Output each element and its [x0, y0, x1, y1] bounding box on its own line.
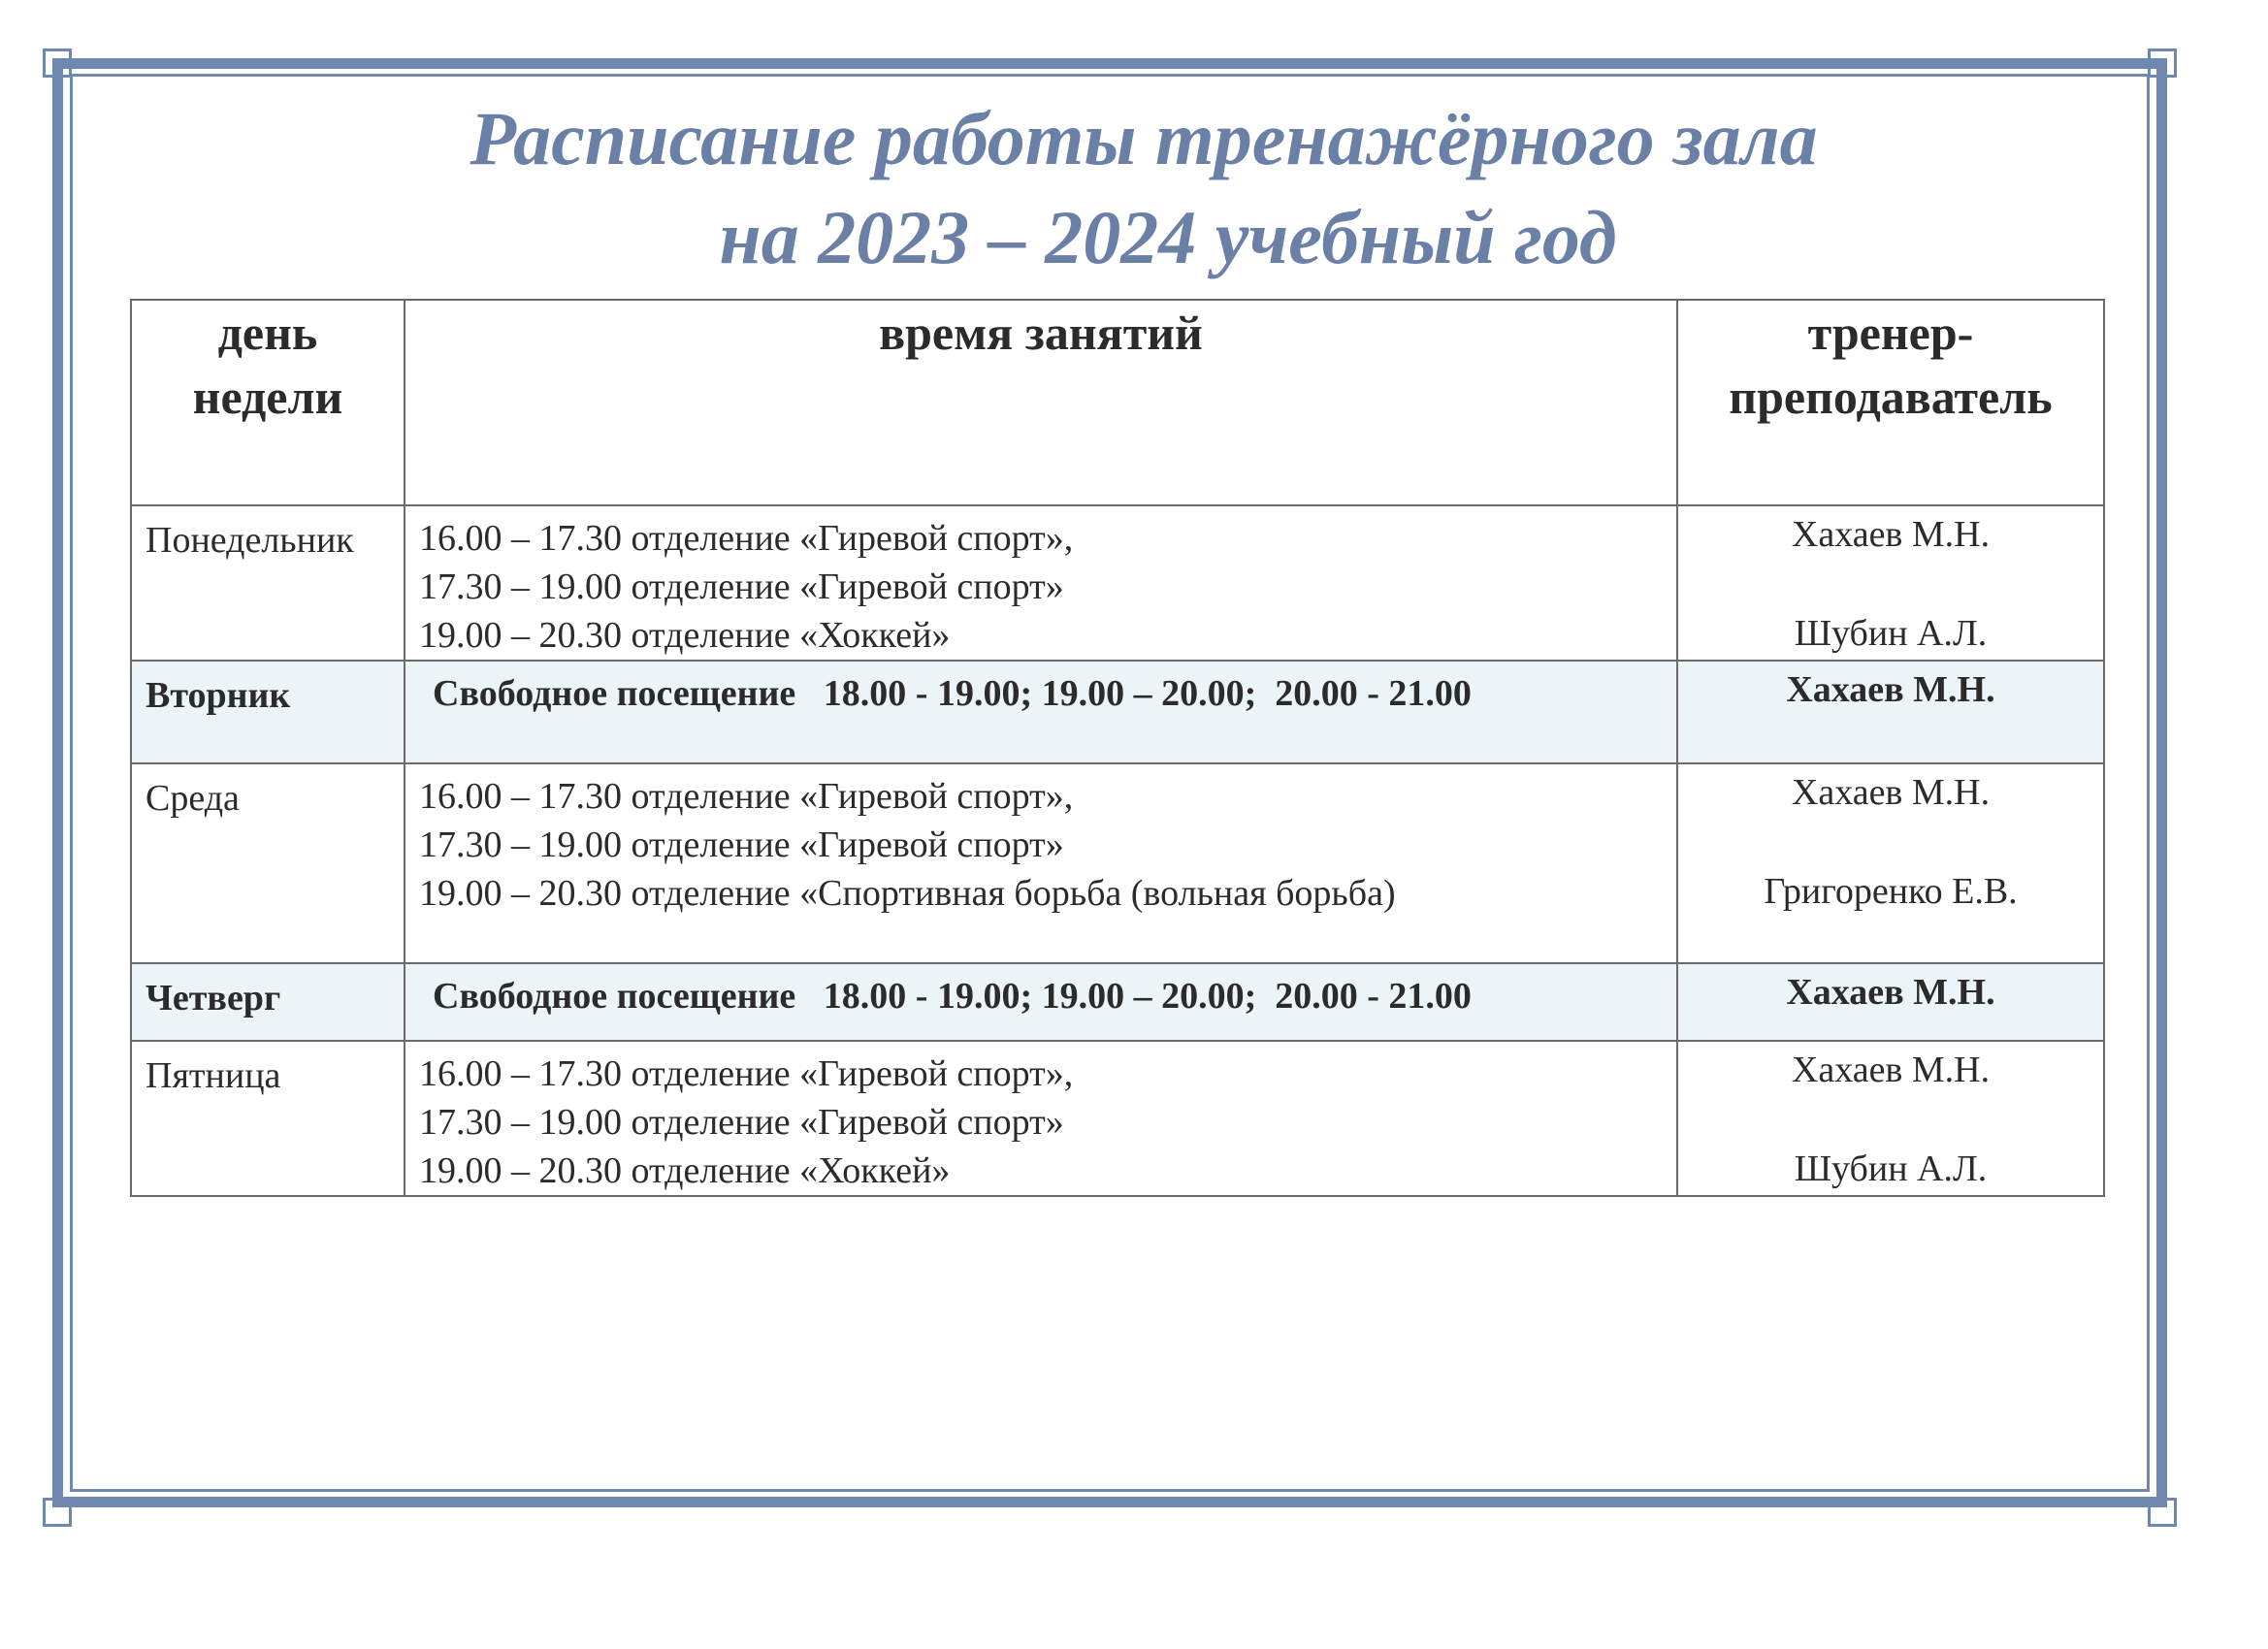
- table-row-monday: [131, 505, 2104, 661]
- header-day-line-1: день: [217, 306, 318, 360]
- coach-cell: [1677, 1041, 2104, 1196]
- table-row-tuesday: [131, 661, 2104, 763]
- header-coach: [1677, 300, 2104, 505]
- schedule-table: [130, 299, 2105, 1197]
- frame-corner-bottom-left: [43, 1498, 72, 1527]
- title-line-2: на 2023 – 2024 учебный год: [719, 195, 1617, 279]
- coach-name: Хахаев М.Н.: [1791, 514, 1991, 555]
- coach-name: Шубин А.Л.: [1794, 613, 1988, 654]
- header-day: [131, 300, 405, 505]
- header-time: время занятий: [405, 300, 1677, 505]
- day-cell: Четверг: [131, 963, 405, 1041]
- frame-corner-top-left: [43, 48, 72, 78]
- frame-corner-top-right: [2148, 48, 2177, 78]
- coach-name: Шубин А.Л.: [1794, 1148, 1988, 1189]
- day-cell: Вторник: [131, 661, 405, 763]
- spacer: [1678, 817, 2103, 867]
- spacer: [1678, 1094, 2103, 1145]
- time-slot: 19.00 – 20.30 отделение «Хоккей»: [419, 615, 951, 656]
- free-visit-cell: Свободное посещение 18.00 - 19.00; 19.00 – 20.00; 20.00 - 21.00: [405, 963, 1677, 1041]
- time-slot: 19.00 – 20.30 отделение «Спортивная борьба (вольная борьба): [419, 873, 1396, 914]
- page-title: [0, 89, 2268, 287]
- table-row-friday: [131, 1041, 2104, 1196]
- day-cell: Среда: [131, 763, 405, 963]
- time-slot: 19.00 – 20.30 отделение «Хоккей»: [419, 1150, 951, 1191]
- time-slot: 17.30 – 19.00 отделение «Гиревой спорт»: [419, 824, 1064, 865]
- day-cell: Понедельник: [131, 505, 405, 661]
- time-slot: 17.30 – 19.00 отделение «Гиревой спорт»: [419, 1102, 1064, 1143]
- frame-corner-bottom-right: [2148, 1498, 2177, 1527]
- day-cell: Пятница: [131, 1041, 405, 1196]
- times-cell: [405, 1041, 1677, 1196]
- header-coach-line-2: преподаватель: [1729, 370, 2053, 424]
- time-slot: 16.00 – 17.30 отделение «Гиревой спорт»,: [419, 1053, 1074, 1094]
- coach-cell: [1677, 763, 2104, 963]
- table-header-row: [131, 300, 2104, 505]
- time-slot: 16.00 – 17.30 отделение «Гиревой спорт»,: [419, 518, 1074, 559]
- coach-cell: [1677, 505, 2104, 661]
- coach-cell: [1677, 963, 2104, 1041]
- header-day-line-2: недели: [192, 370, 343, 424]
- coach-name: Хахаев М.Н.: [1786, 669, 1995, 710]
- coach-name: Григоренко Е.В.: [1764, 871, 2018, 912]
- time-slot: 17.30 – 19.00 отделение «Гиревой спорт»: [419, 566, 1064, 607]
- title-line-1: Расписание работы тренажёрного зала: [470, 96, 1818, 180]
- coach-name: Хахаев М.Н.: [1791, 772, 1991, 813]
- coach-cell: [1677, 661, 2104, 763]
- spacer: [1678, 559, 2103, 609]
- free-visit-cell: Свободное посещение 18.00 - 19.00; 19.00 – 20.00; 20.00 - 21.00: [405, 661, 1677, 763]
- table-row-thursday: [131, 963, 2104, 1041]
- header-coach-line-1: тренер-: [1807, 306, 1974, 360]
- times-cell: [405, 505, 1677, 661]
- coach-name: Хахаев М.Н.: [1791, 1050, 1991, 1090]
- times-cell: [405, 763, 1677, 963]
- time-slot: 16.00 – 17.30 отделение «Гиревой спорт»,: [419, 776, 1074, 817]
- table-row-wednesday: [131, 763, 2104, 963]
- coach-name: Хахаев М.Н.: [1786, 972, 1995, 1013]
